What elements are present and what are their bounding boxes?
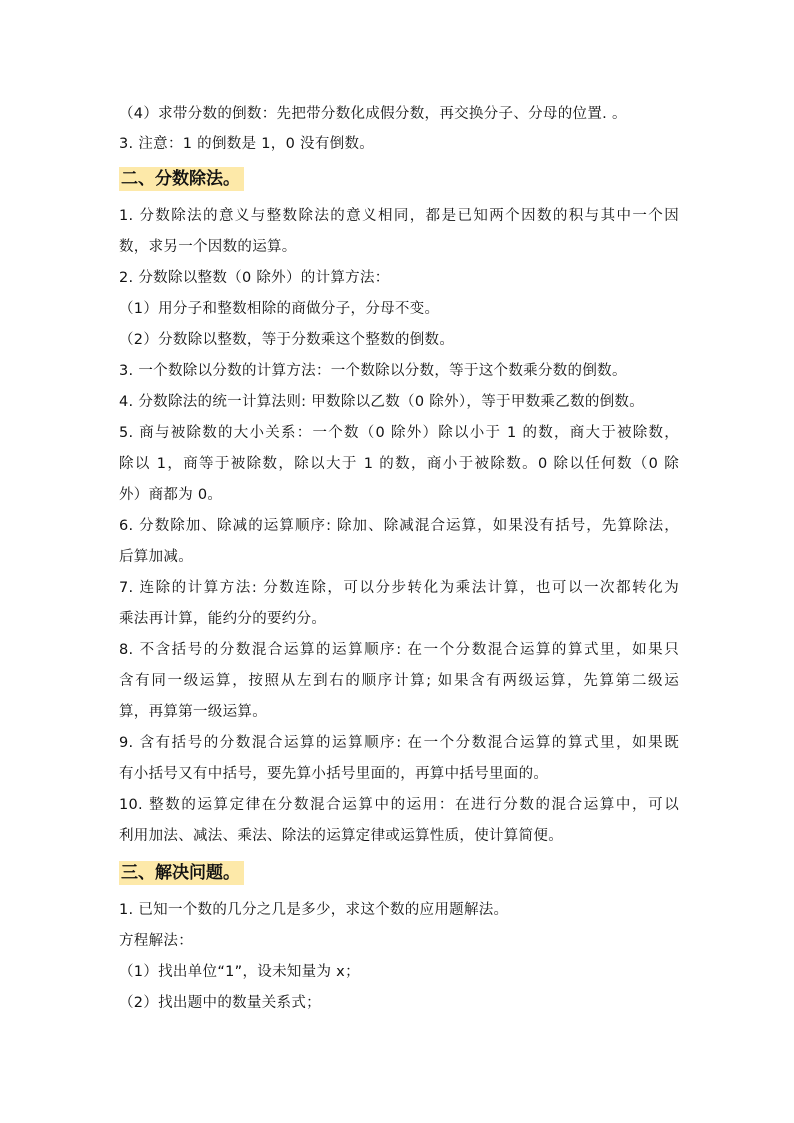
text-line: （2）找出题中的数量关系式； (119, 995, 321, 1011)
text-line: 1. 分数除法的意义与整数除法的意义相同，都是已知两个因数的积与其中一个因 (119, 208, 679, 224)
text-line: 7. 连除的计算方法: 分数连除，可以分步转化为乘法计算，也可以一次都转化为 (119, 580, 679, 596)
text-line: 4. 分数除法的统一计算法则: 甲数除以乙数（0 除外），等于甲数乘乙数的倒数。 (119, 394, 645, 410)
text-line: 乘法再计算，能约分的要约分。 (119, 611, 327, 627)
text-line: 有小括号又有中括号，要先算小括号里面的，再算中括号里面的。 (119, 766, 549, 782)
text-line: （2）分数除以整数，等于分数乘这个整数的倒数。 (119, 332, 455, 348)
text-line: 3. 注意：1 的倒数是 1，0 没有倒数。 (119, 136, 375, 152)
text-line: 5. 商与被除数的大小关系：一个数（0 除外）除以小于 1 的数，商大于被除数， (119, 425, 679, 441)
text-line: 10. 整数的运算定律在分数混合运算中的运用：在进行分数的混合运算中，可以 (119, 797, 679, 813)
text-line: 9. 含有括号的分数混合运算的运算顺序: 在一个分数混合运算的算式里，如果既 (119, 735, 679, 751)
text-line: 2. 分数除以整数（0 除外）的计算方法： (119, 270, 390, 286)
text-line: 3. 一个数除以分数的计算方法：一个数除以分数，等于这个数乘分数的倒数。 (119, 363, 627, 379)
text-line: 算，再算第一级运算。 (119, 704, 267, 720)
text-line: （1）用分子和整数相除的商做分子，分母不变。 (119, 301, 440, 317)
text-line: （1）找出单位“1”，设未知量为 x； (119, 964, 360, 980)
section-heading-problem-solving: 三、解决问题。 (119, 861, 244, 885)
text-line: 1. 已知一个数的几分之几是多少，求这个数的应用题解法。 (119, 902, 509, 918)
text-line: 含有同一级运算，按照从左到右的顺序计算; 如果含有两级运算，先算第二级运 (119, 673, 679, 689)
text-line: 后算加减。 (119, 549, 193, 565)
text-line: 外）商都为 0。 (119, 487, 223, 503)
text-line: 数，求另一个因数的运算。 (119, 239, 297, 255)
text-line: 除以 1，商等于被除数，除以大于 1 的数，商小于被除数。0 除以任何数（0 除 (119, 456, 679, 472)
text-line: 6. 分数除加、除减的运算顺序: 除加、除减混合运算，如果没有括号，先算除法， (119, 518, 679, 534)
text-line: 利用加法、减法、乘法、除法的运算定律或运算性质，使计算简便。 (119, 828, 563, 844)
section-heading-fraction-division: 二、分数除法。 (119, 167, 244, 191)
text-line: （4）求带分数的倒数：先把带分数化成假分数，再交换分子、分母的位置. 。 (119, 106, 627, 122)
text-line: 方程解法： (119, 933, 193, 949)
text-line: 8. 不含括号的分数混合运算的运算顺序: 在一个分数混合运算的算式里，如果只 (119, 642, 679, 658)
